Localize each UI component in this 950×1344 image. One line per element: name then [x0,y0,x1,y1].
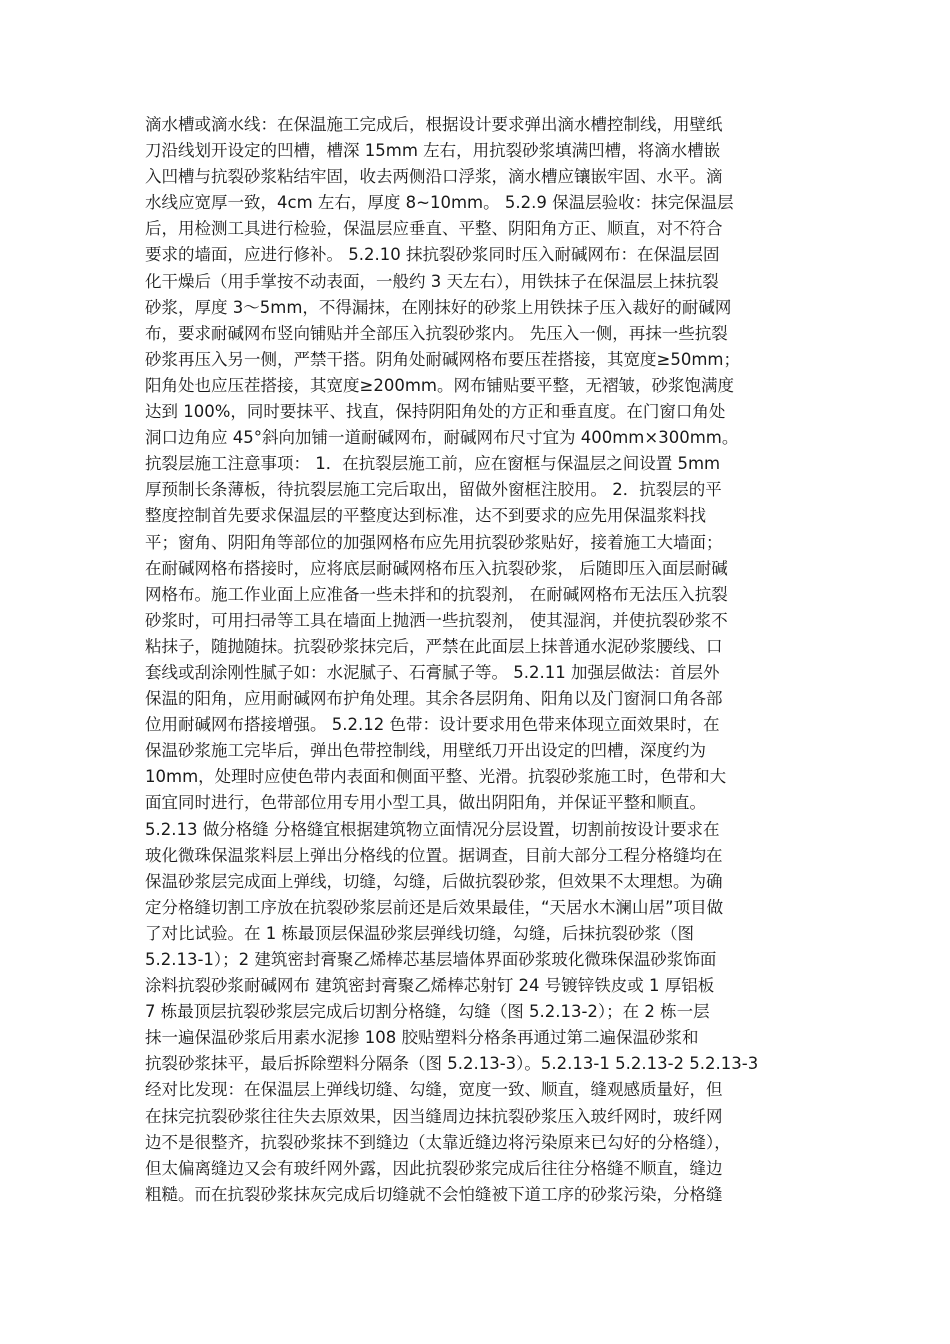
text-line: 套线或刮涂刚性腻子如：水泥腻子、石膏腻子等。 5.2.11 加强层做法：首层外 [145,662,720,682]
text-line: 刀沿线划开设定的凹槽，槽深 15mm 左右，用抗裂砂浆填满凹槽，将滴水槽嵌 [145,141,721,161]
text-line: 位用耐碱网布搭接增强。 5.2.12 色带：设计要求用色带来体现立面效果时，在 [145,715,720,735]
text-line: 粘抹子，随抛随抹。抗裂砂浆抹完后，严禁在此面层上抹普通水泥砂浆腰线、口 [145,636,723,656]
text-line: 网格布。施工作业面上应准备一些未拌和的抗裂剂， 在耐碱网格布无法压入抗裂 [145,584,728,604]
text-line: 抗裂砂浆抹平，最后拆除塑料分隔条（图 5.2.13-3）。5.2.13-1 5.2.13-2 5.2.13-3 [145,1054,759,1074]
text-line: 平；窗角、阴阳角等部位的加强网格布应先用抗裂砂浆贴好，接着施工大墙面； [145,532,723,552]
text-line: 阳角处也应压茬搭接，其宽度≥200mm。网布铺贴要平整，无褶皱，砂浆饱满度 [145,375,734,395]
text-line: 10mm，处理时应使色带内表面和侧面平整、光滑。抗裂砂浆施工时，色带和大 [145,767,727,787]
text-line: 抹一遍保温砂浆后用素水泥掺 108 胶贴塑料分格条再通过第二遍保温砂浆和 [145,1028,699,1048]
text-line: 布，要求耐碱网布竖向铺贴并全部压入抗裂砂浆内。 先压入一侧，再抹一些抗裂 [145,323,728,343]
text-line: 了对比试验。在 1 栋最顶层保温砂浆层弹线切缝，勾缝，后抹抗裂砂浆（图 [145,923,694,943]
text-line: 入凹槽与抗裂砂浆粘结牢固，收去两侧沿口浮浆，滴水槽应镶嵌牢固、水平。滴 [145,167,723,187]
text-line: 保温砂浆施工完毕后，弹出色带控制线，用壁纸刀开出设定的凹槽，深度约为 [145,741,706,761]
text-line: 砂浆时，可用扫帚等工具在墙面上抛洒一些抗裂剂， 使其湿润，并使抗裂砂浆不 [145,610,728,630]
text-line: 洞口边角应 45°斜向加铺一道耐碱网布，耐碱网布尺寸宜为 400mm×300mm。 [145,428,739,448]
text-line: 涂料抗裂砂浆耐碱网布 建筑密封膏聚乙烯棒芯射钉 24 号镀锌铁皮或 1 厚铝板 [145,976,715,996]
text-line: 厚预制长条薄板，待抗裂层施工完后取出，留做外窗框注胶用。 2．抗裂层的平 [145,480,722,500]
text-line: 化干燥后（用手掌按不动表面，一般约 3 天左右），用铁抹子在保温层上抹抗裂 [145,271,719,291]
text-line: 定分格缝切割工序放在抗裂砂浆层前还是后效果最佳，“天居水木澜山居”项目做 [145,897,724,917]
text-line: 保温的阳角，应用耐碱网布护角处理。其余各层阴角、阳角以及门窗洞口角各部 [145,689,723,709]
text-line: 5.2.13-1）；2 建筑密封膏聚乙烯棒芯基层墙体界面砂浆玻化微珠保温砂浆饰面 [145,950,717,969]
text-line: 后，用检测工具进行检验，保温层应垂直、平整、阴阳角方正、顺直，对不符合 [145,219,723,239]
text-line: 边不是很整齐，抗裂砂浆抹不到缝边（太靠近缝边将污染原来已勾好的分格缝）， [145,1132,731,1152]
text-line: 水线应宽厚一致，4cm 左右，厚度 8~10mm。 5.2.9 保温层验收：抹完保温层 [145,193,734,213]
text-line: 5.2.13 做分格缝 分格缝宜根据建筑物立面情况分层设置，切割前按设计要求在 [145,819,720,839]
text-line: 经对比发现：在保温层上弹线切缝、勾缝，宽度一致、顺直，缝观感质量好，但 [145,1080,723,1100]
body-text [145,112,845,1208]
text-line: 达到 100%，同时要抹平、找直，保持阴阳角处的方正和垂直度。在门窗口角处 [145,402,726,422]
text-line: 整度控制首先要求保温层的平整度达到标准，达不到要求的应先用保温浆料找 [145,506,706,526]
text-line: 玻化微珠保温浆料层上弹出分格线的位置。据调查，目前大部分工程分格缝均在 [145,845,723,865]
text-line: 要求的墙面，应进行修补。 5.2.10 抹抗裂砂浆同时压入耐碱网布：在保温层固 [145,245,720,265]
text-line: 7 栋最顶层抗裂砂浆层完成后切割分格缝，勾缝（图 5.2.13-2）；在 2 栋一层 [145,1002,710,1022]
text-line: 保温砂浆层完成面上弹线，切缝，勾缝，后做抗裂砂浆，但效果不太理想。为确 [145,871,723,891]
text-line: 但太偏离缝边又会有玻纤网外露，因此抗裂砂浆完成后往往分格缝不顺直，缝边 [145,1158,723,1178]
text-line: 在耐碱网格布搭接时，应将底层耐碱网格布压入抗裂砂浆， 后随即压入面层耐碱 [145,558,728,578]
text-line: 抗裂层施工注意事项： 1．在抗裂层施工前，应在窗框与保温层之间设置 5mm [145,454,721,474]
text-line: 滴水槽或滴水线：在保温施工完成后，根据设计要求弹出滴水槽控制线，用壁纸 [145,115,723,134]
text-line: 在抹完抗裂砂浆往往失去原效果，因当缝周边抹抗裂砂浆压入玻纤网时，玻纤网 [145,1106,723,1126]
text-line: 砂浆再压入另一侧，严禁干搭。阴角处耐碱网格布要压茬搭接，其宽度≥50mm； [145,349,740,369]
text-line: 砂浆，厚度 3～5mm，不得漏抹，在刚抹好的砂浆上用铁抹子压入裁好的耐碱网 [145,297,732,317]
text-line: 粗糙。而在抗裂砂浆抹灰完成后切缝就不会怕缝被下道工序的砂浆污染，分格缝 [145,1184,723,1204]
text-line: 面宜同时进行，色带部位用专用小型工具，做出阴阳角，并保证平整和顺直。 [145,793,706,813]
